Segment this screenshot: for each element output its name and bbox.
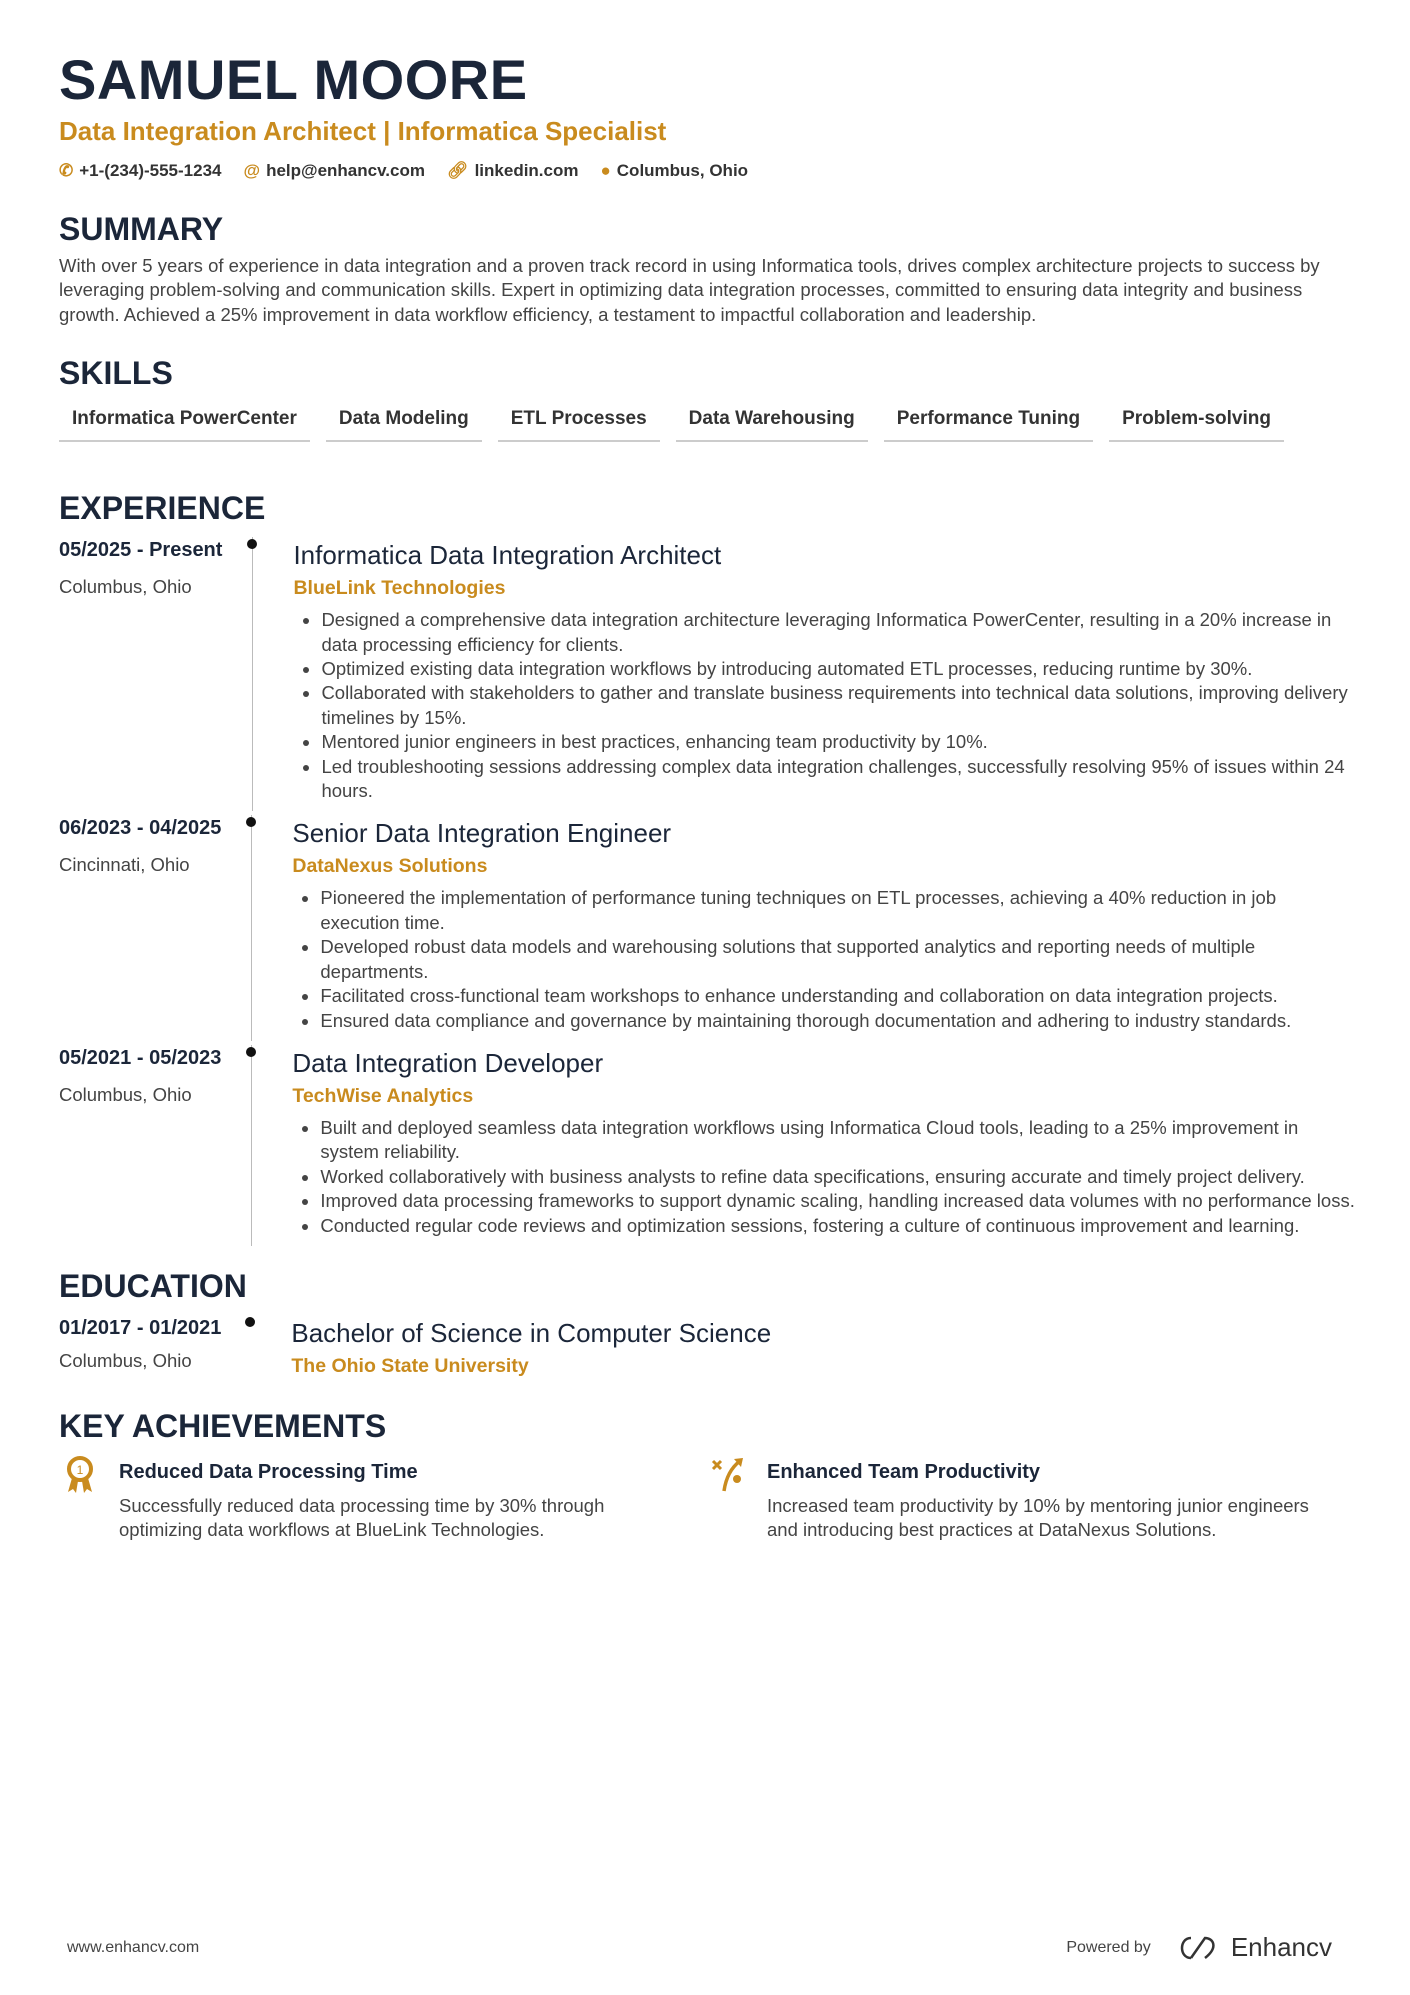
achievement-item [707,1455,1355,1543]
company-name: DataNexus Solutions [292,855,488,878]
achievements-list [59,1455,1355,1543]
enhancv-logo [1175,1932,1332,1963]
experience-bullet: • Developed robust data models and warehousing solutions that supported analytics and reporting needs of multiple departments. [320,935,1355,984]
experience-location: Cincinnati, Ohio [59,854,190,876]
experience-bullet: • Pioneered the implementation of performance tuning techniques on ETL processes, achieving a 40% reduction in job execution time. [320,886,1355,935]
location-text: Columbus, Ohio [616,161,749,180]
education-entry [59,1315,1355,1386]
experience-bullet: • Optimized existing data integration workflows by introducing automated ETL processes, reducing runtime by 30%. [321,657,1355,681]
education-date: 01/2017 - 01/2021 [59,1316,222,1339]
skill-tag: Problem-solving [1109,402,1284,442]
experience-bullet: • Facilitated cross-functional team workshops to enhance understanding and collaboration on data integration projects. [320,984,1355,1008]
experience-heading: EXPERIENCE [59,490,266,527]
phone-icon: ✆ [59,161,74,180]
experience-bullet: • Led troubleshooting sessions addressing complex data integration challenges, successfully resolving 95% of issues within 24 hours. [321,755,1355,804]
education-heading: EDUCATION [59,1267,247,1304]
achievement-title: Reduced Data Processing Time [119,1460,418,1483]
brand-name: Enhancv [1230,1932,1332,1962]
summary-text: With over 5 years of experience in data integration and a proven track record in using Informatica tools, drives complex architecture projects to success by leveraging problem-solving and communication skills. Expert in optimizing data integration processes, committed to ensuring data integrity and business growth. Achieved a 25% improvement in data workflow efficiency, a testament to impactful collaboration and leadership. [59,255,1320,325]
svg-text:1: 1 [76,1462,84,1477]
achievement-item [59,1455,707,1543]
company-name: TechWise Analytics [292,1084,474,1107]
experience-bullets [292,1116,1355,1238]
experience-entry [59,537,1355,811]
experience-location: Columbus, Ohio [59,1083,192,1105]
experience-bullet: • Conducted regular code reviews and optimization sessions, fostering a culture of continuous improvement and learning. [320,1214,1355,1238]
school: The Ohio State University [291,1354,529,1377]
experience-location: Columbus, Ohio [59,576,192,598]
job-title: Data Integration Developer [292,1047,604,1078]
experience-bullets [293,608,1355,803]
timeline-dot [245,1317,255,1327]
experience-date: 06/2023 - 04/2025 [59,817,222,840]
experience-list [59,537,1355,1246]
phone-text: +1-(234)-555-1234 [79,161,222,180]
award-medal-icon [59,1455,101,1543]
experience-entry [59,1045,1355,1246]
timeline-dot [246,817,256,827]
achievement-text: Increased team productivity by 10% by mentoring junior engineers and introducing best practices at DataNexus Solutions. [767,1494,1309,1541]
skill-tag: Data Warehousing [676,402,868,442]
experience-bullet: • Worked collaboratively with business analysts to refine data specifications, ensuring accurate and timely project delivery. [320,1165,1355,1189]
timeline-dot [247,539,257,549]
skill-tag: Data Modeling [326,402,482,442]
at-icon: @ [243,161,261,180]
achievement-title: Enhanced Team Productivity [767,1460,1041,1483]
contact-linkedin[interactable] [447,161,579,181]
experience-bullet: • Collaborated with stakeholders to gather and translate business requirements into technical data solutions, improving delivery timelines by 15%. [321,681,1355,730]
enhancv-logo-icon [1175,1935,1221,1961]
linkedin-text: linkedin.com [474,161,579,180]
job-title: Informatica Data Integration Architect [293,540,722,571]
job-title: Senior Data Integration Engineer [292,818,672,849]
experience-bullet: • Designed a comprehensive data integration architecture leveraging Informatica PowerCenter, resulting in a 20% increase in data processing efficiency for clients. [321,608,1355,657]
experience-bullet: • Improved data processing frameworks to support dynamic scaling, handling increased data volumes with no performance loss. [320,1189,1355,1213]
contact-list [59,161,1355,181]
website-link[interactable]: www.enhancv.com [67,1938,200,1956]
achievement-text: Successfully reduced data processing time by 30% through optimizing data workflows at BlueLink Technologies. [119,1494,605,1541]
education-location: Columbus, Ohio [59,1349,192,1371]
candidate-title: Data Integration Architect | Informatica Specialist [59,116,667,146]
candidate-name: SAMUEL MOORE [59,48,528,111]
skill-tag: Informatica PowerCenter [59,402,310,442]
experience-bullet: • Mentored junior engineers in best practices, enhancing team productivity by 10%. [321,730,1355,754]
contact-phone[interactable] [59,161,221,181]
strategy-arrow-icon [707,1455,749,1543]
experience-date: 05/2025 - Present [59,539,223,562]
experience-bullet: • Built and deployed seamless data integration workflows using Informatica Cloud tools, leading to a 25% improvement in system reliability. [320,1116,1355,1165]
experience-date: 05/2021 - 05/2023 [59,1046,222,1069]
experience-bullet: • Ensured data compliance and governance by maintaining thorough documentation and adhering to industry standards. [320,1009,1355,1033]
location-pin-icon: ● [600,161,611,180]
experience-bullets [292,886,1355,1032]
experience-entry [59,815,1355,1040]
skill-tag: ETL Processes [498,402,660,442]
link-icon: 🔗︎ [446,161,469,180]
footer [67,1932,1332,1963]
timeline-dot [246,1047,256,1057]
achievements-heading: KEY ACHIEVEMENTS [59,1407,387,1444]
company-name: BlueLink Technologies [293,577,506,600]
skills-list [59,402,1289,442]
degree: Bachelor of Science in Computer Science [291,1317,772,1348]
contact-location [601,161,749,181]
email-text: help@enhancv.com [266,161,425,180]
summary-heading: SUMMARY [59,211,224,247]
skills-heading: SKILLS [59,355,173,392]
skill-tag: Performance Tuning [884,402,1093,442]
contact-email[interactable] [243,161,425,181]
powered-by-label: Powered by [1066,1938,1151,1956]
